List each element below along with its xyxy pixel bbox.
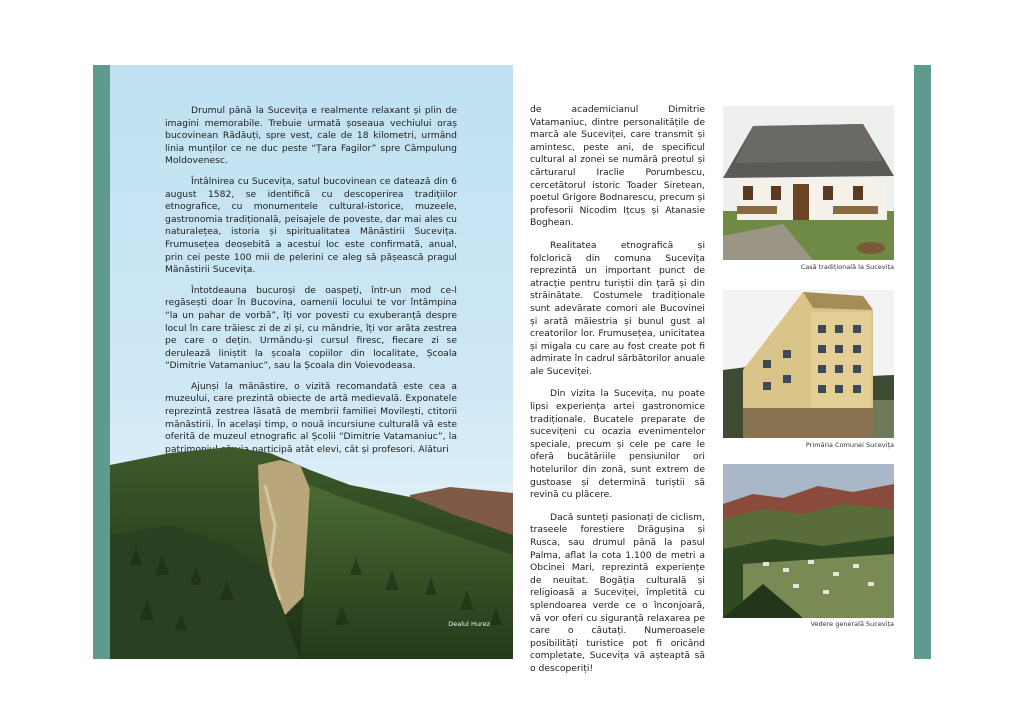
left-page bbox=[110, 65, 513, 659]
right-decorative-band bbox=[914, 65, 931, 659]
middle-paragraph-4: Dacă sunteți pasionați de ciclism, traseele forestiere Drăgușina și Rusca, sau drumul până la pasul Palma, aflat la cota 1.100 de metri a Obcinei Mari, reprezintă experiențe de neuitat. Bogăția culturală și religioasă a Suceviței, împletită cu splendoarea verde ce o înconjoară, vă vor oferi cu siguranță relaxarea pe care o căutați. Numeroasele posibilități turistice pot fi oricând completate, Sucevița vă așteaptă să o descoperiți! bbox=[530, 511, 705, 674]
village-overview-photo bbox=[723, 464, 894, 618]
middle-paragraph-3: Din vizita la Sucevița, nu poate lipsi experiența artei gastronomice tradiționale. Bucatele preparate de sucevițeni cu ocazia evenimentelor speciale, precum și cele pe care le oferă bucătăriile pensiunilor ori hotelurilor din zonă, sunt extrem de gustoase și determină turiștii să revină cu plăcere. bbox=[530, 388, 705, 501]
middle-paragraph-1: de academicianul Dimitrie Vatamaniuc, dintre personalitățile de marcă ale Suceviței, care transmit și amintesc, peste ani, de specificul cultural al zonei se numără preotul și cărturarul Iraclie Porumbescu, cercetătorul istoric Toader Siretean, poetul Grigore Bodnarescu, precum și profesorii Nicodim Ițcuș și Atanasie Boghean. bbox=[530, 104, 705, 229]
middle-paragraph-2: Realitatea etnografică și folclorică din comuna Sucevița reprezintă un important punct de atracție pentru turiștii din țară și din străinătate. Costumele tradiționale sunt adevărate comori ale Bucovinei și arată măiestria și bunul gust al creatorilor lor. Frumusețea, unicitatea și migala cu care au fost create pot fi admirate în cadrul sărbătorilor anuale ale Suceviței. bbox=[530, 239, 705, 377]
house-photo-caption: Casă tradițională la Sucevița bbox=[800, 263, 894, 271]
left-text-column bbox=[165, 105, 457, 464]
village-photo-caption: Vedere generală Sucevița bbox=[810, 620, 894, 628]
left-paragraph-3: Întotdeauna bucuroși de oaspeți, într-un mod ce-l regăsești doar în Bucovina, oamenii locului te vor întâmpina “la un pahar de vorbă”, îți vor povesti cu exuberanță despre locul în care trăiesc zi de zi și, cu mândrie, îți vor arăta zestrea pe care o dețin. Urmându-și cursul firesc, fiecare zi se derulează liniștit la școala copiilor din localitate, Școala “Dimitrie Vatamaniuc”, sau la Școala din Voievodeasa. bbox=[165, 284, 457, 372]
left-paragraph-2: Întâlnirea cu Sucevița, satul bucovinean ce datează din 6 august 1582, se identifică cu descoperirea tradițiilor etnografice, cu monumentele cultural-istorice, muzeele, gastronomia tradițională, peisajele de poveste, dar mai ales cu naturalețea, istoria și spiritualitatea Mănăstirii Sucevița. Frumusețea deosebită a acestui loc este confirmată, anual, prin cei peste 100 mii de pelerini ce aleg să pășească pragul Mănăstirii Sucevița. bbox=[165, 175, 457, 276]
left-decorative-band bbox=[93, 65, 110, 659]
town-hall-photo-caption: Primăria Comunei Sucevița bbox=[805, 441, 894, 449]
left-paragraph-1: Drumul până la Sucevița e realmente relaxant și plin de imagini memorabile. Trebuie urmată șoseaua vechiului oraș bucovinean Rădăuți, spre vest, cale de 18 kilometri, urmând linia munților ce ne duc peste “Țara Fagilor” spre Câmpulung Moldovenesc. bbox=[165, 105, 457, 167]
town-hall-photo bbox=[723, 290, 894, 438]
left-photo-caption: Dealul Hurez bbox=[448, 620, 490, 628]
left-paragraph-4: Ajunși la mănăstire, o vizită recomandată este cea a muzeului, care prezintă obiecte de artă medievală. Exponatele reprezintă zestrea lăsată de membrii familiei Movilești, ctitorii mănăstirii. În același timp, o nouă incursiune culturală vă este oferită de muzeul etnografic al Școlii “Dimitrie Vatamaniuc”, la patrimoniul căruia participă atât elevi, cât și profesori. Alături bbox=[165, 380, 457, 455]
middle-text-column bbox=[530, 104, 705, 686]
traditional-house-photo bbox=[723, 106, 894, 260]
